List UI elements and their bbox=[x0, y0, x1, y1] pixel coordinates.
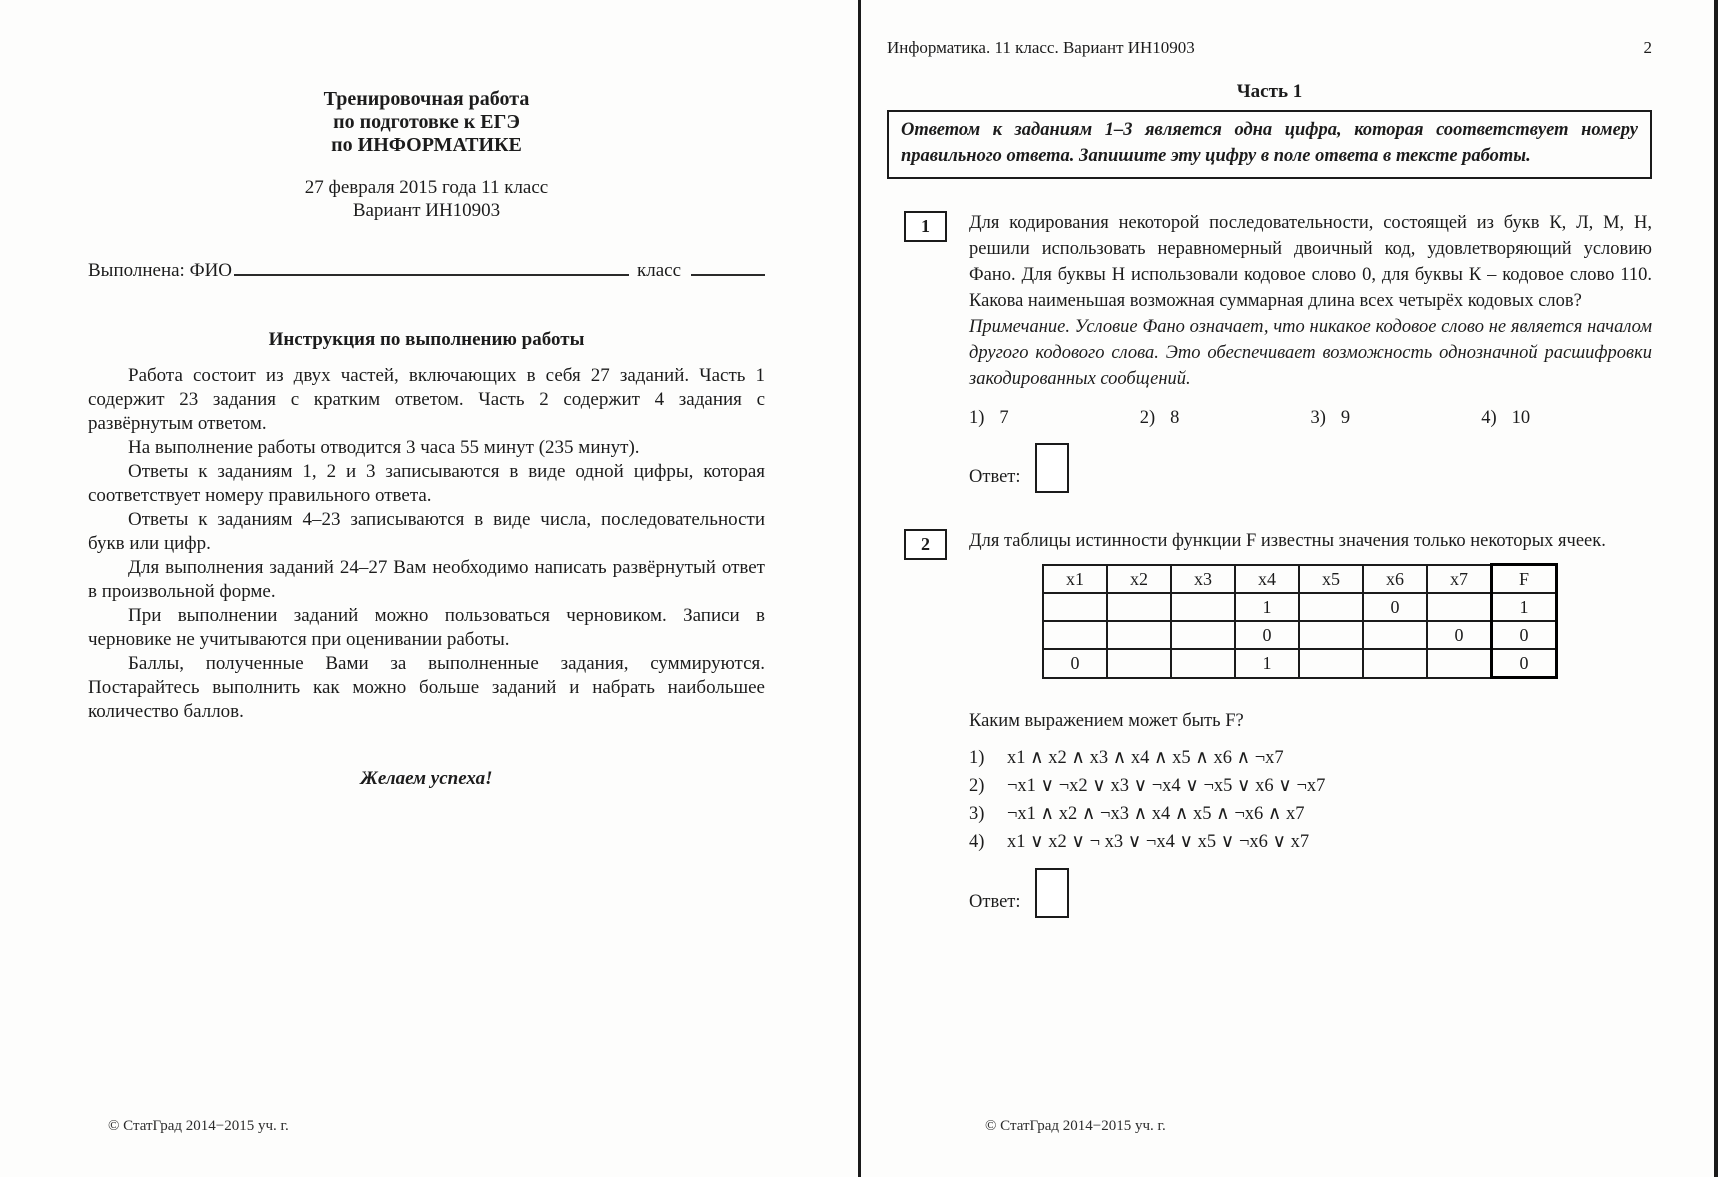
answer-write-in-box bbox=[1035, 443, 1069, 493]
header-cell: x7 bbox=[1427, 565, 1492, 594]
question-2-prompt: Каким выражением может быть F? bbox=[969, 711, 1244, 731]
work-title-line-1: Тренировочная работа bbox=[323, 88, 530, 110]
question-1-number-box: 1 bbox=[904, 211, 947, 242]
date-line: 27 февраля 2015 года 11 класс bbox=[304, 177, 549, 198]
truth-table-row bbox=[1043, 621, 1557, 649]
part-1-instruction-box: Ответом к заданиям 1–3 является одна цифра, которая соответствует номеру правильного ответа. Запишите эту цифру в поле ответа в тексте работы. bbox=[887, 110, 1652, 179]
page-number: 2 bbox=[1643, 38, 1652, 57]
table-cell bbox=[1107, 593, 1171, 621]
table-cell: 0 bbox=[1427, 621, 1492, 649]
instruction-paragraph: Ответы к заданиям 1, 2 и 3 записываются в виде одной цифры, которая соответствует номеру правильного ответа. bbox=[88, 460, 765, 506]
scan-edge-line bbox=[1714, 0, 1718, 1177]
option-2: 2) ¬x1 ∨ ¬x2 ∨ x3 ∨ ¬x4 ∨ ¬x5 ∨ x6 ∨ ¬x7 bbox=[969, 776, 1326, 796]
done-by-label: Выполнена: ФИО bbox=[88, 259, 233, 281]
answer-write-in-box bbox=[1035, 868, 1069, 918]
table-cell bbox=[1043, 621, 1107, 649]
question-2-options bbox=[969, 744, 1652, 856]
name-blank-line bbox=[234, 253, 629, 276]
date-variant-block bbox=[88, 176, 765, 222]
work-title-line-3: по ИНФОРМАТИКЕ bbox=[331, 134, 522, 156]
copyright-footer: © СтатГрад 2014−2015 уч. г. bbox=[985, 1118, 1166, 1134]
option-4: 4) x1 ∨ x2 ∨ ¬ x3 ∨ ¬x4 ∨ x5 ∨ ¬x6 ∨ x7 bbox=[969, 832, 1310, 852]
instruction-heading: Инструкция по выполнению работы bbox=[268, 328, 585, 350]
table-cell: 0 bbox=[1043, 649, 1107, 678]
table-cell bbox=[1107, 649, 1171, 678]
table-cell bbox=[1299, 649, 1363, 678]
truth-table-wrap bbox=[1042, 563, 1652, 679]
header-cell: x6 bbox=[1363, 565, 1427, 594]
table-cell: 0 bbox=[1363, 593, 1427, 621]
page-2-content bbox=[861, 0, 1718, 918]
answer-label: Ответ: bbox=[969, 892, 1021, 912]
table-cell bbox=[1107, 621, 1171, 649]
table-cell bbox=[1171, 649, 1235, 678]
class-label: класс bbox=[636, 259, 681, 281]
question-2-text: Для таблицы истинности функции F известны значения только некоторых ячеек. bbox=[969, 531, 1606, 551]
instruction-paragraph: Баллы, полученные Вами за выполненные задания, суммируются. Постарайтесь выполнить как можно больше заданий и набрать наибольшее количество баллов. bbox=[88, 652, 765, 722]
instruction-paragraph: На выполнение работы отводится 3 часа 55 минут (235 минут). bbox=[128, 436, 640, 458]
question-2 bbox=[887, 528, 1652, 918]
option-2: 2) 8 bbox=[1139, 408, 1180, 428]
variant-line: Вариант ИН10903 bbox=[352, 200, 501, 221]
truth-table bbox=[1042, 563, 1558, 679]
truth-table-header-row bbox=[1043, 565, 1557, 594]
page-2-sheet bbox=[861, 0, 1718, 1177]
work-title-line-2: по подготовке к ЕГЭ bbox=[333, 111, 520, 133]
header-cell: x1 bbox=[1043, 565, 1107, 594]
header-cell-f: F bbox=[1492, 565, 1557, 594]
question-2-number-box: 2 bbox=[904, 529, 947, 560]
truth-table-row bbox=[1043, 649, 1557, 678]
question-1-answer-row bbox=[969, 446, 1652, 493]
table-cell bbox=[1363, 649, 1427, 678]
header-cell: x5 bbox=[1299, 565, 1363, 594]
class-blank-line bbox=[691, 253, 765, 276]
table-cell: 1 bbox=[1235, 593, 1299, 621]
truth-table-row bbox=[1043, 593, 1557, 621]
table-cell-f: 0 bbox=[1492, 621, 1557, 649]
student-name-line bbox=[88, 253, 765, 282]
table-cell: 1 bbox=[1235, 649, 1299, 678]
running-header-title: Информатика. 11 класс. Вариант ИН10903 bbox=[887, 38, 1195, 57]
table-cell-f: 1 bbox=[1492, 593, 1557, 621]
question-1-text: Для кодирования некоторой последовательности, состоящей из букв К, Л, М, Н, решили использовать неравномерный двоичный код, удовлетворяющий условию Фано. Для буквы Н использовали кодовое слово 0, для буквы К – кодовое слово 110. Какова наименьшая возможная суммарная длина всех четырёх кодовых слов? bbox=[969, 213, 1652, 311]
table-cell-f: 0 bbox=[1492, 649, 1557, 678]
table-cell bbox=[1427, 593, 1492, 621]
good-luck-text: Желаем успеха! bbox=[360, 767, 493, 789]
title-page-content bbox=[0, 0, 859, 790]
option-3: 3) ¬x1 ∧ x2 ∧ ¬x3 ∧ x4 ∧ x5 ∧ ¬x6 ∧ x7 bbox=[969, 804, 1305, 824]
table-cell bbox=[1299, 593, 1363, 621]
running-header bbox=[887, 38, 1652, 58]
option-3: 3) 9 bbox=[1310, 408, 1351, 428]
option-1: 1) 7 bbox=[969, 408, 1009, 428]
table-cell bbox=[1171, 621, 1235, 649]
table-cell bbox=[1043, 593, 1107, 621]
option-1: 1) x1 ∧ x2 ∧ x3 ∧ x4 ∧ x5 ∧ x6 ∧ ¬x7 bbox=[969, 748, 1284, 768]
part-1-heading: Часть 1 bbox=[1236, 81, 1303, 102]
table-cell bbox=[1427, 649, 1492, 678]
instruction-paragraph: Работа состоит из двух частей, включающих в себя 27 заданий. Часть 1 содержит 23 задания с кратким ответом. Часть 2 содержит 4 задания с развёрнутым ответом. bbox=[88, 364, 765, 434]
copyright-footer: © СтатГрад 2014−2015 уч. г. bbox=[108, 1118, 289, 1134]
table-cell bbox=[1171, 593, 1235, 621]
question-2-answer-row bbox=[969, 871, 1652, 918]
header-cell: x2 bbox=[1107, 565, 1171, 594]
answer-label: Ответ: bbox=[969, 467, 1021, 487]
instruction-paragraph: При выполнении заданий можно пользоваться черновиком. Записи в черновике не учитываются при оценивании работы. bbox=[88, 604, 765, 650]
instruction-paragraph: Ответы к заданиям 4–23 записываются в виде числа, последовательности букв или цифр. bbox=[88, 508, 765, 554]
table-cell bbox=[1299, 621, 1363, 649]
question-1-note: Примечание. Условие Фано означает, что никакое кодовое слово не является началом другого кодового слова. Это обеспечивает возможность однозначной расшифровки закодированных сообщений. bbox=[969, 317, 1652, 389]
question-1-options bbox=[969, 405, 1652, 431]
question-1 bbox=[887, 210, 1652, 493]
header-cell: x4 bbox=[1235, 565, 1299, 594]
option-4: 4) 10 bbox=[1481, 408, 1531, 428]
instruction-paragraph: Для выполнения заданий 24–27 Вам необходимо написать развёрнутый ответ в произвольной форме. bbox=[88, 556, 765, 602]
work-title bbox=[88, 88, 765, 157]
table-cell bbox=[1363, 621, 1427, 649]
table-cell: 0 bbox=[1235, 621, 1299, 649]
header-cell: x3 bbox=[1171, 565, 1235, 594]
